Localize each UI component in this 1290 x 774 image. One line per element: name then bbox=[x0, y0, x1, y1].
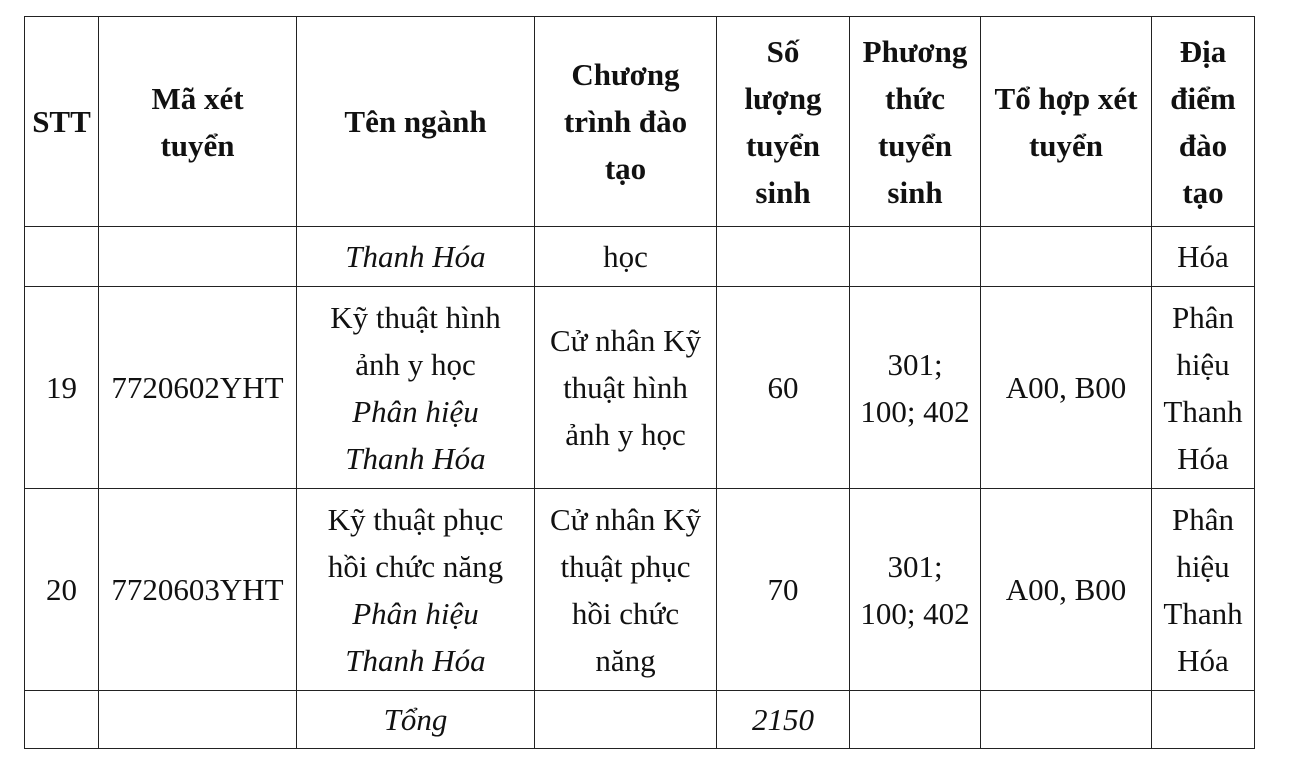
major-line: ảnh y học bbox=[355, 346, 476, 382]
cell-method bbox=[850, 691, 981, 749]
cell-stt bbox=[25, 227, 99, 287]
header-quota-line: lượng bbox=[744, 80, 822, 116]
header-quota-line: tuyển bbox=[745, 127, 821, 163]
total-value: 2150 bbox=[717, 691, 850, 749]
cell-program bbox=[535, 691, 717, 749]
cell-program bbox=[535, 489, 717, 691]
major-branch-line: Phân hiệu bbox=[352, 393, 479, 429]
header-combo-line: Tổ hợp xét bbox=[994, 80, 1138, 116]
cell-location bbox=[1152, 489, 1255, 691]
cell-code bbox=[99, 691, 297, 749]
total-row bbox=[25, 691, 1255, 749]
location-line: hiệu bbox=[1176, 346, 1230, 382]
method-line: 100; 402 bbox=[860, 595, 970, 631]
location-line: Phân bbox=[1172, 299, 1234, 335]
total-label: Tổng bbox=[297, 691, 535, 749]
header-stt: STT bbox=[25, 17, 99, 227]
cell-major bbox=[297, 287, 535, 489]
program-line: năng bbox=[595, 642, 656, 678]
header-code bbox=[99, 17, 297, 227]
major-branch-line: Thanh Hóa bbox=[345, 440, 486, 476]
header-location-line: tạo bbox=[1182, 174, 1224, 210]
program-line: thuật hình bbox=[563, 370, 688, 405]
cell-code: 7720603YHT bbox=[99, 489, 297, 691]
header-method-line: thức bbox=[885, 80, 945, 116]
cell-quota: 70 bbox=[717, 489, 850, 691]
cell-code bbox=[99, 227, 297, 287]
cell-code: 7720602YHT bbox=[99, 287, 297, 489]
method-line: 301; bbox=[887, 346, 943, 382]
header-combo-line: tuyển bbox=[1028, 127, 1104, 163]
header-location-line: Địa bbox=[1179, 33, 1227, 69]
cell-quota: 60 bbox=[717, 287, 850, 489]
program-line: Cử nhân Kỹ bbox=[549, 501, 702, 537]
cell-method bbox=[850, 489, 981, 691]
cell-program: học bbox=[535, 227, 717, 287]
program-line: Cử nhân Kỹ bbox=[549, 323, 702, 358]
header-program bbox=[535, 17, 717, 227]
major-branch-line: Phân hiệu bbox=[352, 595, 479, 631]
admissions-table bbox=[24, 16, 1255, 749]
location-line: Thanh bbox=[1163, 393, 1243, 429]
table-row bbox=[25, 287, 1255, 489]
cell-location: Hóa bbox=[1152, 227, 1255, 287]
location-line: Thanh bbox=[1163, 595, 1243, 631]
header-combo bbox=[981, 17, 1152, 227]
header-row bbox=[25, 17, 1255, 227]
cell-major bbox=[297, 489, 535, 691]
program-line: ảnh y học bbox=[565, 417, 686, 452]
header-location-line: điểm bbox=[1170, 80, 1236, 116]
header-quota-line: Số bbox=[766, 33, 800, 69]
cell-quota bbox=[717, 227, 850, 287]
header-program-line: tạo bbox=[604, 151, 647, 186]
major-line: hồi chức năng bbox=[327, 548, 504, 584]
header-quota-line: sinh bbox=[755, 174, 811, 210]
location-line: Hóa bbox=[1177, 440, 1229, 476]
cell-major: Thanh Hóa bbox=[297, 227, 535, 287]
major-line: Kỹ thuật hình bbox=[330, 299, 501, 335]
table-row-continued bbox=[25, 227, 1255, 287]
cell-combo bbox=[981, 227, 1152, 287]
header-code-line: tuyển bbox=[160, 127, 235, 163]
header-location bbox=[1152, 17, 1255, 227]
cell-method bbox=[850, 287, 981, 489]
method-line: 301; bbox=[887, 548, 943, 584]
program-line: thuật phục bbox=[560, 548, 691, 584]
major-line: Kỹ thuật phục bbox=[327, 501, 504, 537]
header-major: Tên ngành bbox=[297, 17, 535, 227]
cell-combo bbox=[981, 691, 1152, 749]
cell-combo: A00, B00 bbox=[981, 287, 1152, 489]
header-location-line: đào bbox=[1178, 127, 1228, 163]
table-row bbox=[25, 489, 1255, 691]
major-branch-line: Thanh Hóa bbox=[345, 642, 486, 678]
header-method-line: Phương bbox=[862, 33, 968, 69]
header-method-line: sinh bbox=[887, 174, 943, 210]
cell-stt: 20 bbox=[25, 489, 99, 691]
header-quota bbox=[717, 17, 850, 227]
location-line: hiệu bbox=[1176, 548, 1230, 584]
cell-location bbox=[1152, 691, 1255, 749]
location-line: Phân bbox=[1172, 501, 1234, 537]
program-line: hồi chức bbox=[571, 595, 680, 631]
header-method bbox=[850, 17, 981, 227]
header-program-line: Chương bbox=[571, 57, 680, 92]
cell-stt: 19 bbox=[25, 287, 99, 489]
header-method-line: tuyển bbox=[877, 127, 953, 163]
method-line: 100; 402 bbox=[860, 393, 970, 429]
header-code-line: Mã xét bbox=[151, 80, 244, 116]
cell-stt bbox=[25, 691, 99, 749]
location-line: Hóa bbox=[1177, 642, 1229, 678]
cell-combo: A00, B00 bbox=[981, 489, 1152, 691]
cell-location bbox=[1152, 287, 1255, 489]
cell-program bbox=[535, 287, 717, 489]
header-program-line: trình đào bbox=[563, 104, 688, 139]
cell-method bbox=[850, 227, 981, 287]
